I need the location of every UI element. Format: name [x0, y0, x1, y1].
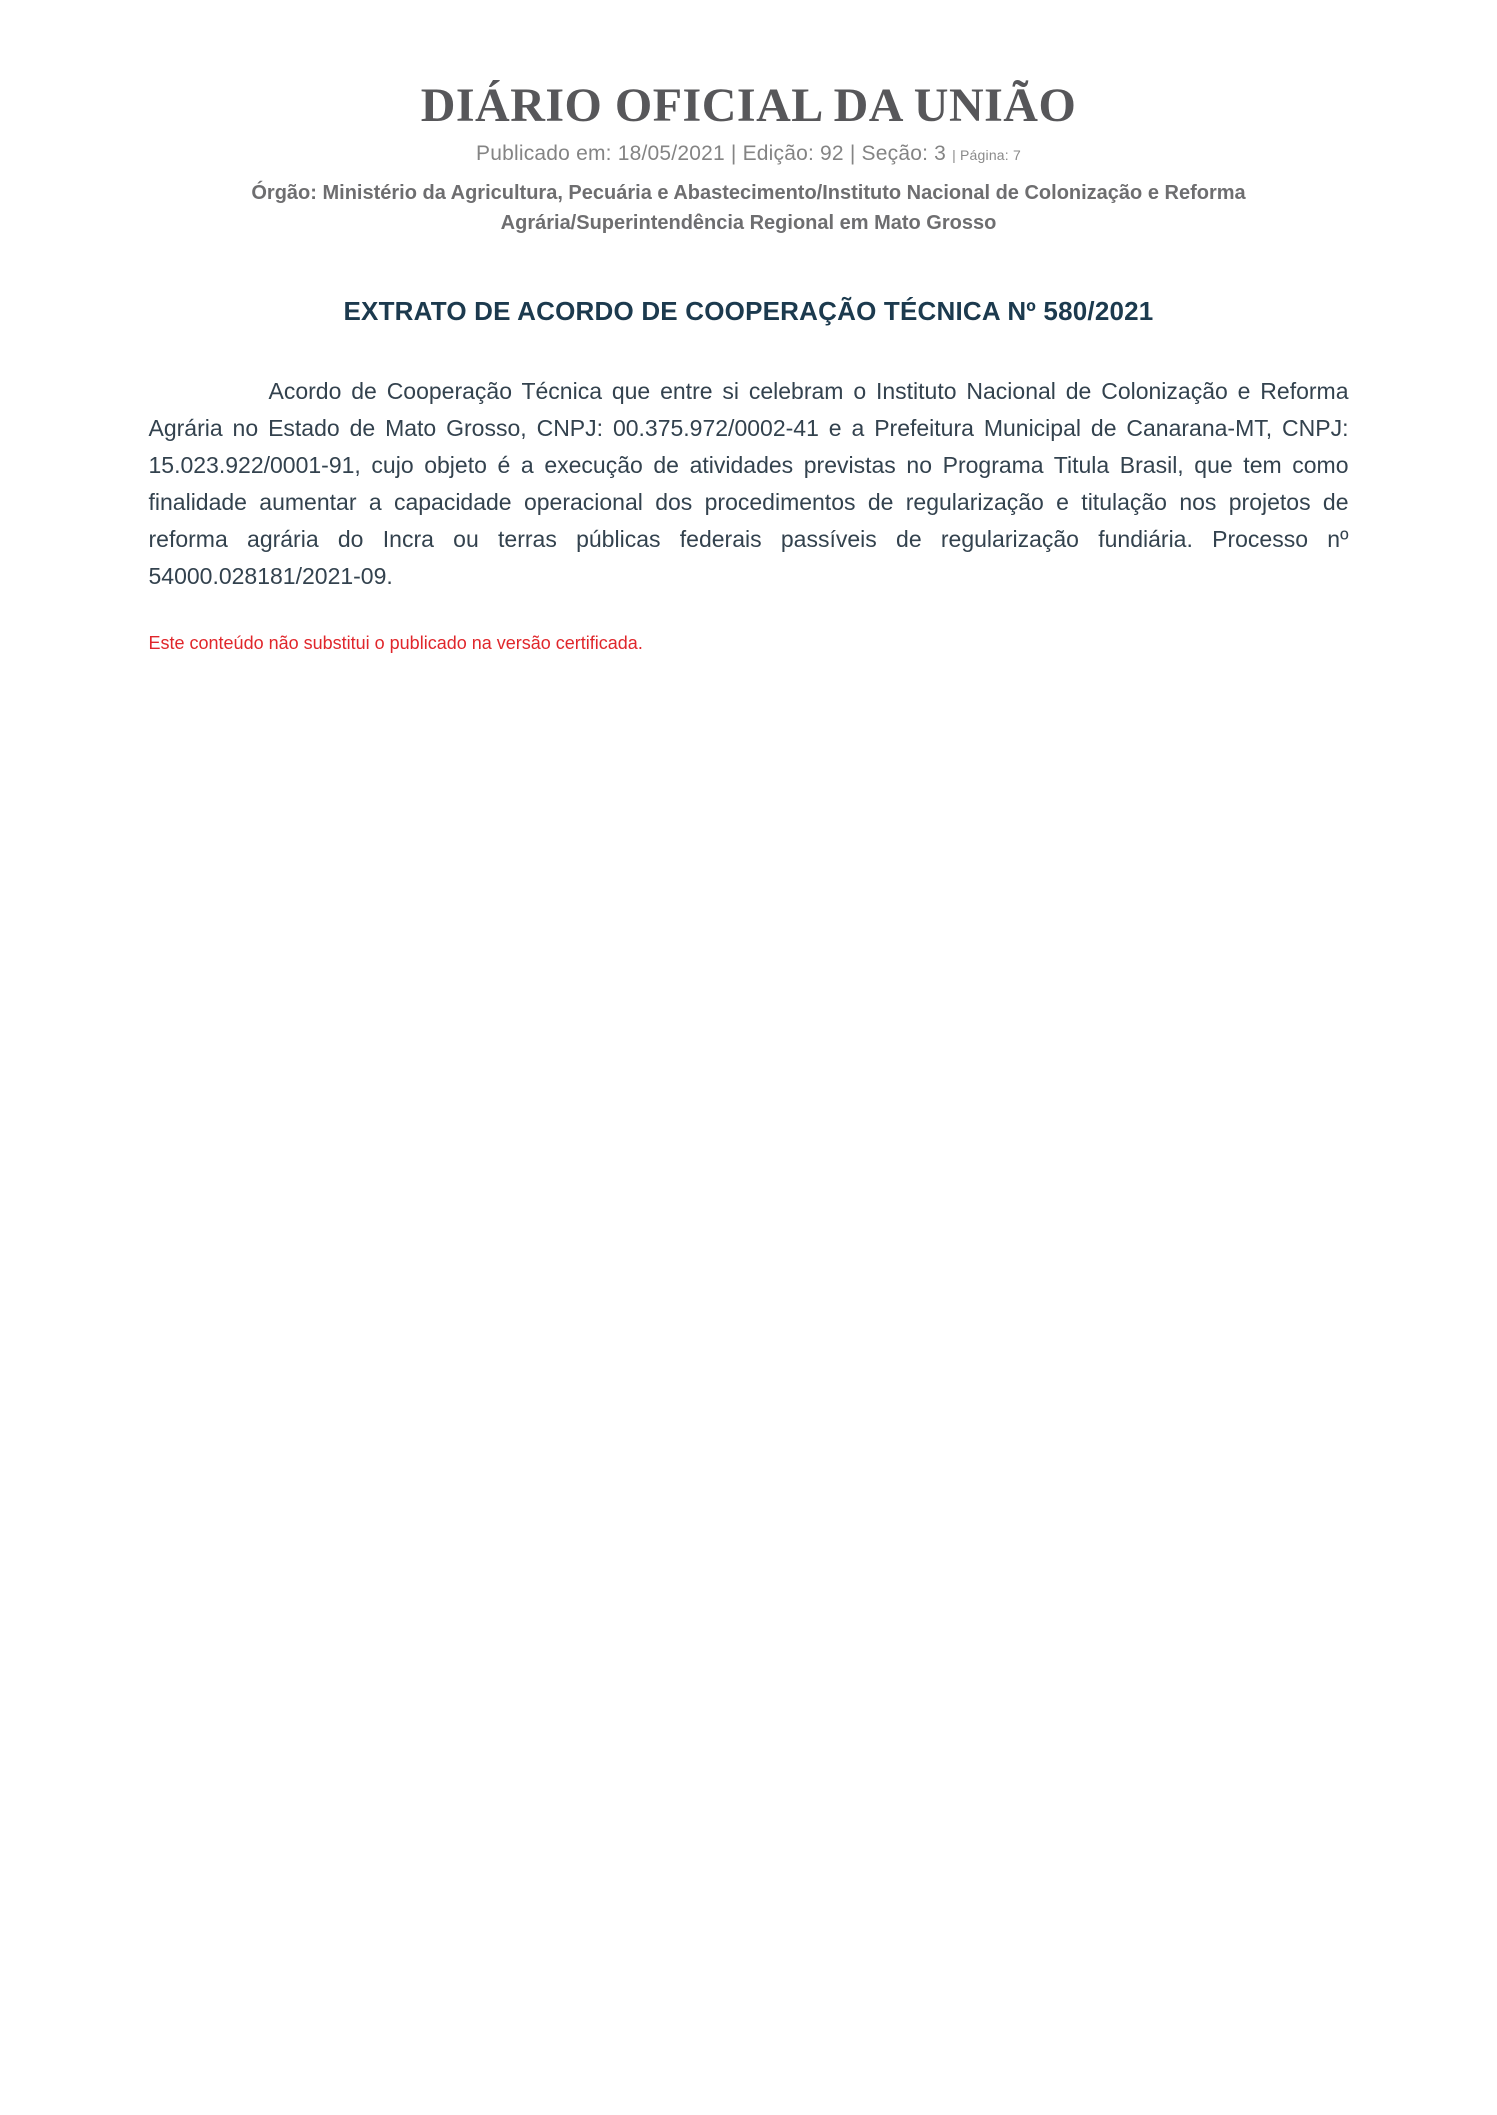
- article: [149, 296, 1349, 654]
- article-heading: EXTRATO DE ACORDO DE COOPERAÇÃO TÉCNICA Nº 580/2021: [343, 296, 1154, 327]
- article-body: Acordo de Cooperação Técnica que entre si celebram o Instituto Nacional de Colonização e Reforma Agrária no Estado de Mato Grosso, CNPJ: 00.375.972/0002-41 e a Prefeitura Municipal de Canarana-MT, CNPJ: 15.023.922/0001-91, cujo objeto é a execução de atividades previstas no Programa Titula Brasil, que tem como finalidade aumentar a capacidade operacional dos procedimentos de regularização e titulação nos projetos de reforma agrária do Incra ou terras públicas federais passíveis de regularização fundiária. Processo nº 54000.028181/2021-09.: [148, 378, 1349, 590]
- masthead-title: DIÁRIO OFICIAL DA UNIÃO: [420, 79, 1077, 132]
- document-page: [149, 0, 1349, 654]
- organ-line: Órgão: Ministério da Agricultura, Pecuária e Abastecimento/Instituto Nacional de Colonização e Reforma Agrária/Superintendência Regional em Mato Grosso: [251, 182, 1246, 235]
- publication-meta-main: Publicado em: 18/05/2021 | Edição: 92 | Seção: 3: [476, 142, 947, 166]
- disclaimer-note: Este conteúdo não substitui o publicado na versão certificada.: [148, 633, 643, 654]
- publication-page-label: | Página: 7: [952, 147, 1021, 164]
- publication-meta: [149, 142, 1349, 166]
- masthead: [149, 78, 1349, 238]
